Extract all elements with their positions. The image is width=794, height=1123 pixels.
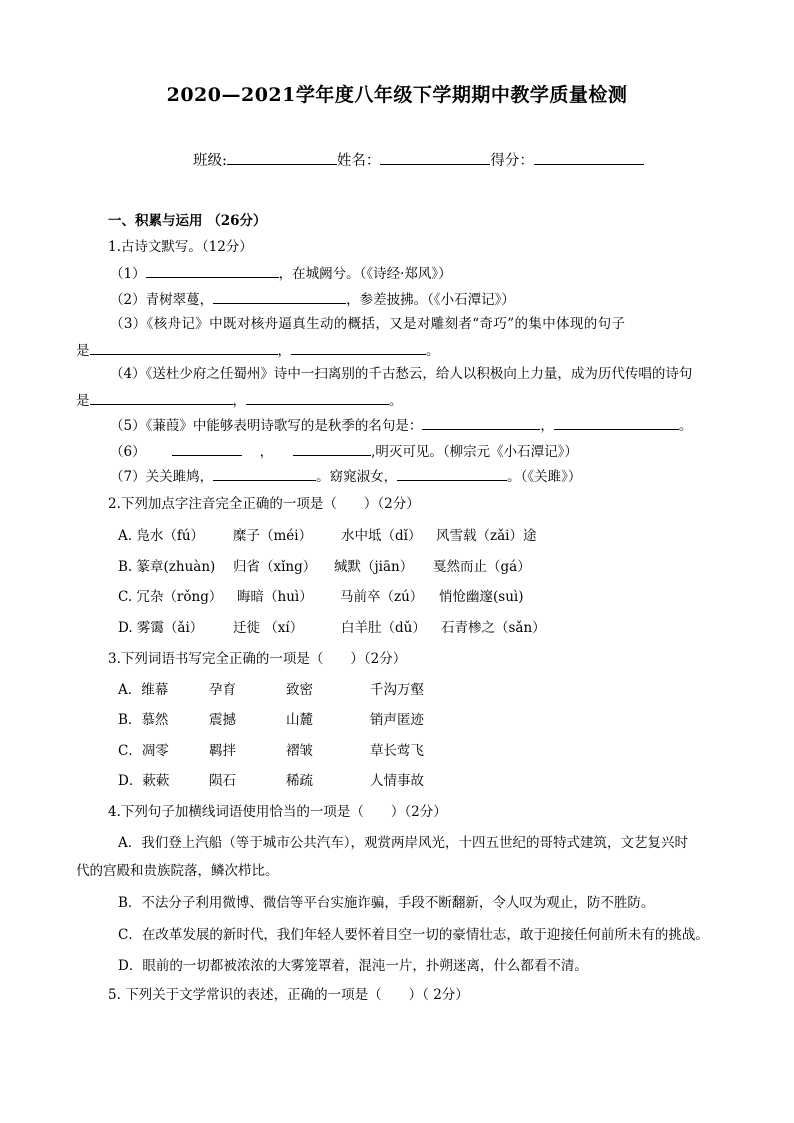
q4-option-a-line1[interactable]: A．我们登上汽船（等于城市公共汽车），观赏两岸风光，十四五世纪的哥特式建筑，文艺复兴时 xyxy=(118,835,688,851)
blank[interactable] xyxy=(291,339,426,355)
q1-item-4-line1: （4）《送杜少府之任蜀州》诗中一扫离别的千古愁云，给人以积极向上力量，成为历代传唱的诗句 xyxy=(110,366,693,382)
blank[interactable] xyxy=(397,465,507,481)
question-1-stem: 1.古诗文默写。（12分） xyxy=(108,239,253,255)
question-3-stem: 3.下列词语书写完全正确的一项是（ ）（2分） xyxy=(108,651,407,667)
blank[interactable] xyxy=(90,339,278,355)
blank[interactable] xyxy=(172,440,242,456)
name-label: 姓名： xyxy=(336,153,381,169)
q4-option-a-line2[interactable]: 代的宫殿和贵族院落，鳞次栉比。 xyxy=(76,863,279,879)
q4-option-d[interactable]: D．眼前的一切都被浓浓的大雾笼罩着，混沌一片，扑朔迷离，什么都看不清。 xyxy=(118,958,588,974)
q1-item-2: （2）青树翠蔓， ，参差披拂。（《小石潭记》） xyxy=(110,288,515,310)
blank[interactable] xyxy=(293,440,371,456)
question-5-stem: 5. 下列关于文学常识的表述，正确的一项是（ ）（ 2分） xyxy=(108,987,469,1003)
q1-item-7: （7）关关雎鸠， 。窈窕淑女， 。（《关雎》） xyxy=(110,465,581,487)
student-info-line xyxy=(193,149,644,171)
q1-item-3-line2: 是 ， 。 xyxy=(76,339,440,361)
q1-item-6: （6） ， ,明灭可见。（柳宗元《小石潭记》） xyxy=(110,440,578,462)
blank[interactable] xyxy=(90,389,233,405)
class-field[interactable] xyxy=(227,149,337,165)
q1-item-3-line1: （3）《核舟记》中既对核舟逼真生动的概括，又是对雕刻者“奇巧”的集中体现的句子 xyxy=(110,316,626,332)
question-4-stem: 4.下列句子加横线词语使用恰当的一项是（ ）（2分） xyxy=(108,804,447,820)
q1-item-5: （5）《蒹葭》中能够表明诗歌写的是秋季的名句是： ， 。 xyxy=(110,414,692,436)
blank[interactable] xyxy=(246,389,389,405)
blank[interactable] xyxy=(213,288,346,304)
q1-item-1: （1） ，在城阙兮。（《诗经·郑风》） xyxy=(110,262,452,284)
score-label: 得分： xyxy=(490,153,534,169)
q4-option-c[interactable]: C．在改革发展的新时代，我们年轻人要怀着目空一切的豪情壮志，敢于迎接任何前所未有的挑战。 xyxy=(118,927,709,943)
question-2-stem: 2.下列加点字注音完全正确的一项是（ ）（2分） xyxy=(108,496,420,512)
name-field[interactable] xyxy=(380,149,490,165)
blank[interactable] xyxy=(422,414,540,430)
blank[interactable] xyxy=(146,262,279,278)
q4-option-b[interactable]: B．不法分子利用微博、微信等平台实施诈骗，手段不断翻新，令人叹为观止，防不胜防。 xyxy=(118,895,655,911)
section-heading: 一、积累与运用 （26分） xyxy=(108,213,267,229)
blank[interactable] xyxy=(213,465,316,481)
blank[interactable] xyxy=(554,414,679,430)
score-field[interactable] xyxy=(534,149,644,165)
page-title: 2020—2021学年度八年级下学期期中教学质量检测 xyxy=(166,84,628,106)
class-label: 班级: xyxy=(193,153,227,169)
q1-item-4-line2: 是 ， 。 xyxy=(76,389,403,411)
